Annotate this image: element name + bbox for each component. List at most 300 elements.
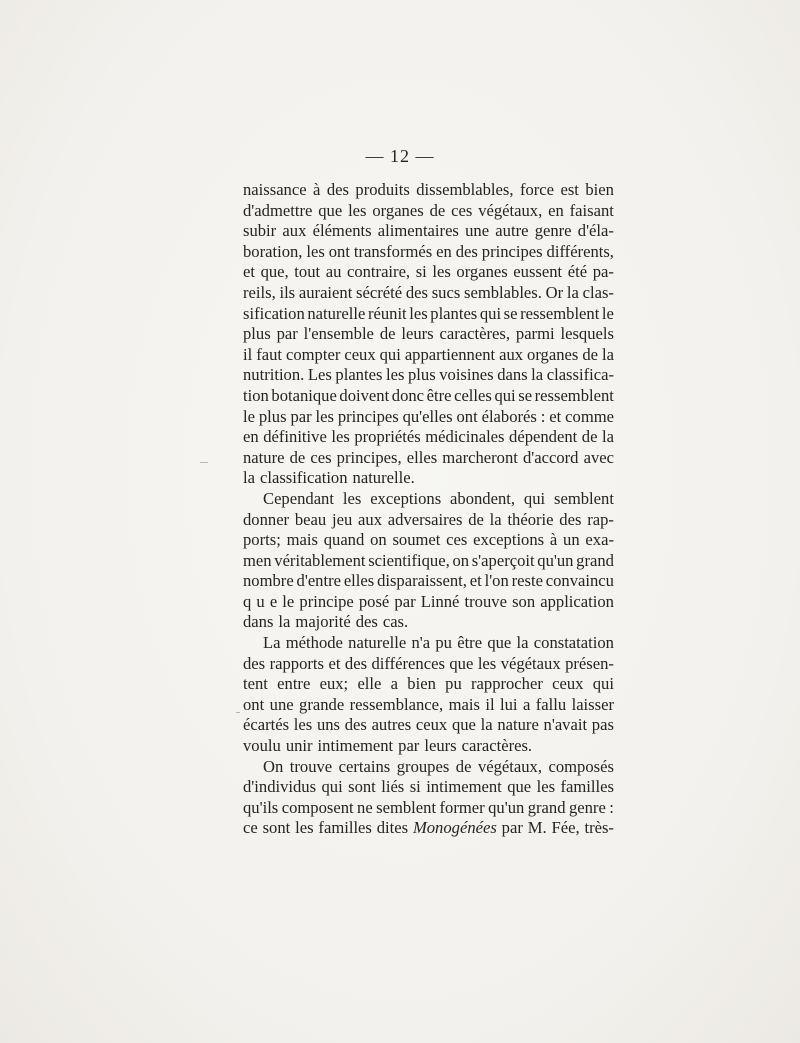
- word: fallu: [535, 694, 567, 714]
- word: si: [415, 262, 427, 282]
- word: donc: [391, 385, 425, 405]
- word: à: [549, 530, 558, 550]
- word: classifica-: [546, 365, 614, 385]
- word: semblent: [376, 797, 437, 817]
- word: le: [601, 303, 614, 323]
- word: qu'elles: [402, 406, 453, 426]
- word: intimement: [426, 777, 502, 797]
- word: on: [370, 530, 387, 550]
- word: qu'un: [488, 797, 525, 817]
- word: les: [432, 262, 451, 282]
- word: semblables.: [464, 282, 542, 302]
- word: boration,: [243, 241, 303, 261]
- word: les: [315, 406, 334, 426]
- word: qui: [379, 344, 401, 364]
- word: compter: [285, 344, 341, 364]
- word: botanique: [271, 385, 337, 405]
- word: naturelle: [307, 303, 366, 323]
- text-line: [243, 242, 614, 263]
- word: cas.: [382, 612, 409, 632]
- word: pu: [445, 674, 462, 694]
- word: par: [394, 591, 416, 611]
- word: l'ensemble: [303, 324, 374, 344]
- word: ports;: [243, 530, 281, 550]
- word: ceux: [344, 344, 376, 364]
- word: auraient: [298, 282, 353, 302]
- word: familles: [560, 777, 614, 797]
- word: ces: [446, 530, 468, 550]
- word: qu'un: [537, 550, 574, 570]
- word: être: [426, 385, 452, 405]
- word: se: [503, 303, 518, 323]
- word: en: [436, 241, 452, 261]
- word: d'accord: [522, 447, 579, 467]
- word: rapprocher: [471, 674, 543, 694]
- word: aux: [499, 344, 524, 364]
- text-line: [243, 818, 614, 839]
- word: genre: [534, 221, 572, 241]
- word: élaborés: [481, 406, 537, 426]
- word: subir: [243, 221, 277, 241]
- word: être: [457, 633, 483, 653]
- word: former: [439, 797, 485, 817]
- word: dissemblables,: [416, 180, 514, 199]
- word: des: [355, 612, 378, 632]
- word: Linné: [420, 591, 460, 611]
- word: force: [519, 180, 555, 199]
- word: e: [269, 591, 278, 611]
- word: genre: [568, 797, 606, 817]
- text-line: [243, 674, 614, 695]
- word: donner: [243, 509, 290, 529]
- word: de: [289, 447, 306, 467]
- word: La: [263, 633, 281, 653]
- word: présen-: [565, 653, 614, 673]
- word: et: [469, 571, 482, 591]
- word: se: [518, 385, 533, 405]
- word: application: [540, 591, 614, 611]
- word: sécrété: [356, 282, 403, 302]
- word: tout: [294, 262, 321, 282]
- word: liés: [381, 777, 405, 797]
- word: d'éla-: [577, 221, 614, 241]
- word: ce: [243, 818, 258, 838]
- word: Cependant: [263, 488, 334, 508]
- word: la: [601, 344, 614, 364]
- word: il: [243, 344, 253, 364]
- word: de: [429, 200, 446, 220]
- word: nombre: [243, 571, 294, 591]
- word: soumet: [392, 530, 441, 550]
- word: de: [379, 324, 396, 344]
- word: grand: [576, 550, 614, 570]
- word: dites: [376, 818, 409, 838]
- word: laisser: [571, 694, 614, 714]
- word: marcheront: [442, 447, 518, 467]
- word: n'a: [411, 633, 431, 653]
- word: définitive: [263, 427, 327, 447]
- word: les: [348, 200, 367, 220]
- word: d'admettre: [243, 200, 313, 220]
- text-line: [243, 262, 614, 283]
- word: organes: [527, 344, 579, 364]
- word: Or: [545, 282, 564, 302]
- word: Monogénées: [412, 818, 497, 838]
- word: rapports: [269, 653, 324, 673]
- word: véritablement: [274, 550, 366, 570]
- word: quand: [323, 530, 365, 550]
- word: ceux: [552, 674, 584, 694]
- word: la: [602, 427, 614, 447]
- word: comme: [565, 406, 614, 426]
- word: différences: [371, 653, 445, 673]
- text-line: [243, 715, 614, 736]
- word: a: [522, 694, 531, 714]
- word: réunit: [367, 303, 407, 323]
- word: que: [487, 633, 512, 653]
- word: ne: [357, 797, 373, 817]
- word: bien: [407, 674, 436, 694]
- word: reils,: [243, 282, 276, 302]
- word: et: [549, 406, 562, 426]
- word: les: [385, 365, 405, 385]
- word: les: [306, 241, 325, 261]
- word: celles: [454, 385, 492, 405]
- word: appartiennent: [404, 344, 496, 364]
- word: elle: [357, 674, 382, 694]
- word: est: [560, 180, 579, 199]
- word: lesquels: [560, 324, 614, 344]
- text-line: [243, 304, 614, 325]
- word: qui: [321, 777, 343, 797]
- word: des: [455, 241, 478, 261]
- word: parmi: [515, 324, 555, 344]
- word: ressemblent: [534, 385, 614, 405]
- word: men: [243, 550, 272, 570]
- word: le: [282, 591, 295, 611]
- word: ceux: [415, 715, 448, 735]
- word: exceptions: [473, 530, 545, 550]
- word: dépendent: [509, 427, 578, 447]
- text-line: [243, 592, 614, 613]
- word: bien: [585, 180, 614, 199]
- word: contraire,: [346, 262, 411, 282]
- margin-mark: [200, 462, 208, 463]
- word: :: [540, 406, 546, 426]
- word: la: [480, 715, 493, 735]
- word: plus: [243, 324, 271, 344]
- text-line: [243, 427, 614, 448]
- word: autres: [371, 715, 412, 735]
- word: avec: [583, 447, 614, 467]
- word: Les: [307, 365, 332, 385]
- word: sification: [243, 303, 305, 323]
- word: constatation: [533, 633, 614, 653]
- word: dans: [497, 365, 528, 385]
- word: le: [243, 406, 255, 426]
- text-line: [243, 736, 614, 757]
- word: ont: [243, 694, 265, 714]
- text-line: [243, 695, 614, 716]
- text-line: [243, 448, 614, 469]
- body-text: [243, 180, 614, 839]
- word: il: [485, 694, 495, 714]
- word: mais: [448, 694, 480, 714]
- word: ils: [279, 282, 296, 302]
- word: son: [512, 591, 536, 611]
- word: nature: [497, 715, 539, 735]
- word: rap-: [587, 509, 614, 529]
- word: disparaissent,: [377, 571, 467, 591]
- word: eux;: [319, 674, 349, 694]
- word: classification: [259, 468, 348, 488]
- word: qui: [592, 674, 614, 694]
- word: jeu: [331, 509, 353, 529]
- word: de: [582, 344, 598, 364]
- word: scientifique,: [368, 550, 450, 570]
- word: des: [405, 282, 428, 302]
- text-line: [243, 201, 614, 222]
- margin-mark: [236, 712, 240, 713]
- word: plus: [407, 365, 436, 385]
- word: ont: [456, 406, 478, 426]
- word: la: [566, 282, 579, 302]
- word: On: [263, 756, 284, 776]
- word: une: [465, 221, 490, 241]
- word: végétaux,: [477, 756, 542, 776]
- word: qu'ils: [243, 797, 279, 817]
- word: sont: [348, 777, 376, 797]
- word: par: [276, 324, 298, 344]
- word: en: [243, 427, 259, 447]
- word: aux: [282, 221, 307, 241]
- word: uns: [316, 715, 340, 735]
- word: caractères.: [461, 736, 533, 756]
- word: par: [398, 736, 420, 756]
- word: plus: [258, 406, 287, 426]
- text-line: [243, 757, 614, 778]
- word: aux: [358, 509, 383, 529]
- word: végétaux,: [478, 200, 543, 220]
- word: on: [452, 550, 470, 570]
- word: médicinales: [425, 427, 505, 447]
- word: un: [563, 530, 580, 550]
- word: que: [449, 653, 474, 673]
- word: écartés: [243, 715, 290, 735]
- word: des: [243, 653, 266, 673]
- word: méthode: [285, 633, 343, 653]
- word: par: [290, 406, 312, 426]
- word: naturelle.: [352, 468, 415, 488]
- word: l'on: [484, 571, 509, 591]
- word: les: [409, 303, 428, 323]
- text-line: [243, 345, 614, 366]
- word: nutrition.: [243, 365, 305, 385]
- text-line: [243, 468, 614, 489]
- word: théorie: [507, 509, 554, 529]
- word: et: [243, 262, 255, 282]
- word: en: [548, 200, 564, 220]
- word: la: [516, 633, 529, 653]
- text-line: [243, 180, 614, 201]
- word: sont: [262, 818, 291, 838]
- word: d'entre: [296, 571, 341, 591]
- text-line: [243, 654, 614, 675]
- word: voulu: [243, 736, 281, 756]
- word: exa-: [585, 530, 614, 550]
- word: ressemblent: [520, 303, 600, 323]
- word: s'aperçoit: [471, 550, 535, 570]
- text-line: [243, 612, 614, 633]
- word: voisines: [439, 365, 494, 385]
- word: grande: [299, 694, 345, 714]
- word: leurs: [401, 324, 434, 344]
- word: ont: [328, 241, 350, 261]
- word: certains: [338, 756, 391, 776]
- text-line: [243, 571, 614, 592]
- word: d'individus: [243, 777, 317, 797]
- text-line: [243, 777, 614, 798]
- word: ces: [451, 200, 473, 220]
- word: la: [278, 612, 291, 632]
- word: groupes: [396, 756, 450, 776]
- word: si: [409, 777, 421, 797]
- word: beau: [294, 509, 327, 529]
- word: entre: [277, 674, 311, 694]
- word: des: [559, 509, 582, 529]
- word: familles: [318, 818, 372, 838]
- word: n'avait: [543, 715, 588, 735]
- word: la: [531, 365, 544, 385]
- text-line: [243, 386, 614, 407]
- word: transformés: [353, 241, 433, 261]
- word: composés: [548, 756, 614, 776]
- word: été: [567, 262, 588, 282]
- text-line: [243, 407, 614, 428]
- text-line: [243, 283, 614, 304]
- word: que: [318, 200, 343, 220]
- word: la: [489, 509, 502, 529]
- word: abondent,: [450, 488, 516, 508]
- word: principes,: [336, 447, 402, 467]
- word: principes: [481, 241, 543, 261]
- word: leurs: [424, 736, 457, 756]
- word: pu: [435, 633, 452, 653]
- word: au: [325, 262, 342, 282]
- word: majorité: [295, 612, 351, 632]
- word: faut: [256, 344, 283, 364]
- text-line: [243, 530, 614, 551]
- word: plantes: [335, 365, 383, 385]
- word: posé: [358, 591, 390, 611]
- word: dans: [243, 612, 274, 632]
- word: des: [326, 180, 349, 199]
- word: qui: [479, 303, 502, 323]
- text-line: [243, 633, 614, 654]
- word: :: [609, 797, 614, 817]
- word: u: [256, 591, 265, 611]
- word: naturelle: [348, 633, 407, 653]
- word: exceptions: [370, 488, 442, 508]
- word: trouve: [464, 591, 507, 611]
- text-line: [243, 221, 614, 242]
- word: trouve: [289, 756, 333, 776]
- page-number: — 12 —: [365, 146, 435, 166]
- word: adversaires: [387, 509, 463, 529]
- word: les: [295, 818, 314, 838]
- word: eussent: [513, 262, 563, 282]
- word: propriétés: [354, 427, 421, 447]
- word: q: [243, 591, 252, 611]
- word: les: [293, 715, 313, 735]
- word: à: [313, 180, 321, 199]
- word: les: [477, 653, 497, 673]
- word: elles: [343, 571, 375, 591]
- word: mais: [286, 530, 318, 550]
- word: végétaux: [500, 653, 561, 673]
- word: clas-: [582, 282, 614, 302]
- text-line: [243, 510, 614, 531]
- word: des: [344, 715, 367, 735]
- word: sucs: [431, 282, 461, 302]
- word: de: [455, 756, 472, 776]
- text-line: [243, 365, 614, 386]
- word: naissance: [243, 180, 307, 199]
- word: faisant: [569, 200, 614, 220]
- word: nature: [243, 447, 285, 467]
- word: reste: [511, 571, 543, 591]
- word: caractères,: [439, 324, 510, 344]
- text-line: [243, 798, 614, 819]
- word: qui: [523, 488, 546, 508]
- text-line: [243, 551, 614, 572]
- word: grand: [527, 797, 566, 817]
- word: ces: [310, 447, 332, 467]
- word: les: [342, 488, 362, 508]
- word: la: [243, 468, 255, 488]
- word: par: [501, 818, 523, 838]
- word: organes: [372, 200, 424, 220]
- word: tent: [243, 674, 268, 694]
- word: a: [390, 674, 399, 694]
- word: tion: [243, 385, 269, 405]
- word: principes: [337, 406, 399, 426]
- word: une: [269, 694, 294, 714]
- word: convaincu: [545, 571, 614, 591]
- word: produits: [355, 180, 410, 199]
- word: unir: [285, 736, 313, 756]
- word: de: [468, 509, 484, 529]
- word: que: [507, 777, 532, 797]
- text-line: [243, 324, 614, 345]
- word: pas: [591, 715, 614, 735]
- word: éléments: [312, 221, 372, 241]
- word: des: [344, 653, 368, 673]
- word: ressemblance,: [349, 694, 444, 714]
- word: les: [536, 777, 556, 797]
- word: très-: [584, 818, 614, 838]
- word: et: [328, 653, 341, 673]
- word: les: [331, 427, 350, 447]
- word: que: [451, 715, 476, 735]
- word: lui: [499, 694, 518, 714]
- word: différents,: [546, 241, 614, 261]
- word: principe: [299, 591, 354, 611]
- word: elles: [406, 447, 438, 467]
- word: Fée,: [551, 818, 580, 838]
- word: qui: [494, 385, 516, 405]
- word: composent: [281, 797, 354, 817]
